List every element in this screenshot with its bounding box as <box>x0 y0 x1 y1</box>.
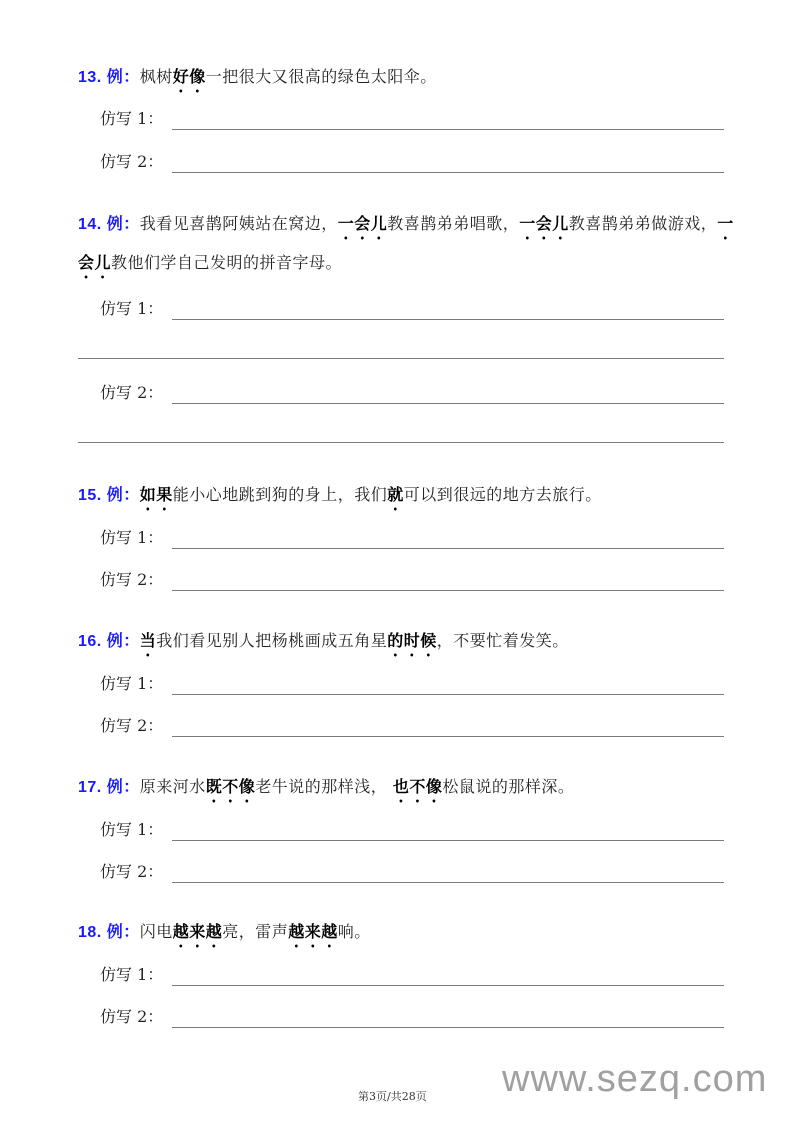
answer-label: 仿写 2： <box>100 862 164 881</box>
answer-label: 仿写 2： <box>100 716 164 735</box>
answer-blank[interactable] <box>172 716 724 737</box>
answer-blank[interactable] <box>172 965 724 986</box>
answer-blank[interactable] <box>172 299 724 320</box>
answer-blank[interactable] <box>172 152 724 173</box>
emphasis-seg: 一会儿 <box>78 214 734 272</box>
question-number: 18. 例： <box>78 924 140 941</box>
question-number: 15. 例： <box>78 487 140 504</box>
question-15 <box>78 478 738 514</box>
emphasis-seg: 一会儿 <box>337 214 388 233</box>
seg: 教喜鹊弟弟做游戏， <box>568 214 718 233</box>
question-17 <box>78 770 738 806</box>
answer-row-18-2 <box>100 1004 724 1028</box>
emphasis-seg: 的时候 <box>387 631 437 650</box>
answer-label: 仿写 2： <box>100 1007 164 1026</box>
seg: 能小心地跳到狗的身上，我们 <box>172 485 388 504</box>
answer-row-15-1 <box>100 525 724 549</box>
seg: 闪电 <box>139 922 173 941</box>
answer-blank[interactable] <box>172 528 724 549</box>
answer-label: 仿写 1： <box>100 965 164 984</box>
answer-blank[interactable] <box>172 674 724 695</box>
emphasis-seg: 一会儿 <box>519 214 569 233</box>
seg: 我们看见别人把杨桃画成五角星 <box>156 631 388 650</box>
emphasis-seg: 如果 <box>139 485 173 504</box>
answer-row-13-1 <box>100 106 724 130</box>
question-13 <box>78 60 738 96</box>
answer-blank[interactable] <box>172 109 724 130</box>
answer-label: 仿写 1： <box>100 674 164 693</box>
answer-row-16-2 <box>100 713 724 737</box>
page-indicator: 第3页/共28页 <box>358 1090 427 1103</box>
answer-label: 仿写 1： <box>100 109 164 128</box>
emphasis-seg: 既不像 <box>205 777 256 796</box>
emphasis-seg: 当 <box>139 631 157 650</box>
answer-label: 仿写 1： <box>100 299 164 318</box>
answer-label: 仿写 2： <box>100 570 164 589</box>
seg: 原来河水 <box>139 777 206 796</box>
seg: ，不要忙着发笑。 <box>436 631 569 650</box>
question-18 <box>78 915 738 951</box>
answer-blank[interactable] <box>172 862 724 883</box>
answer-blank[interactable] <box>172 820 724 841</box>
seg: 我看见喜鹊阿姨站在窝边， <box>139 214 338 233</box>
answer-row-17-1 <box>100 817 724 841</box>
answer-blank[interactable] <box>172 383 724 404</box>
answer-label: 仿写 1： <box>100 528 164 547</box>
question-number: 13. 例： <box>78 69 140 86</box>
seg: 可以到很远的地方去旅行。 <box>403 485 602 504</box>
answer-blank[interactable] <box>172 570 724 591</box>
seg: 老牛说的那样浅， <box>255 777 393 796</box>
answer-row-13-2 <box>100 149 724 173</box>
answer-row-17-2 <box>100 859 724 883</box>
answer-label: 仿写 2： <box>100 383 164 402</box>
emphasis-seg: 也不像 <box>392 777 443 796</box>
answer-blank[interactable] <box>172 1007 724 1028</box>
seg: 一把很大又很高的绿色太阳伞。 <box>205 67 437 86</box>
question-16 <box>78 624 738 660</box>
answer-label: 仿写 2： <box>100 152 164 171</box>
emphasis-seg: 好像 <box>172 67 206 86</box>
answer-row-14-2 <box>100 380 724 404</box>
question-14 <box>78 205 738 282</box>
answer-row-14-1 <box>100 296 724 320</box>
seg: 响。 <box>337 922 371 941</box>
answer-continuation-line[interactable] <box>78 442 724 443</box>
emphasis-seg: 越来越 <box>172 922 223 941</box>
question-number: 17. 例： <box>78 779 140 796</box>
question-number: 16. 例： <box>78 633 140 650</box>
seg: 教喜鹊弟弟唱歌， <box>387 214 520 233</box>
answer-row-16-1 <box>100 671 724 695</box>
emphasis-seg: 就 <box>387 485 404 504</box>
seg: 教他们学自己发明的拼音字母。 <box>111 253 343 272</box>
answer-row-15-2 <box>100 567 724 591</box>
emphasis-seg: 越来越 <box>288 922 338 941</box>
seg: 枫树 <box>139 67 173 86</box>
answer-row-18-1 <box>100 962 724 986</box>
seg: 亮，雷声 <box>222 922 289 941</box>
watermark: www.sezq.com <box>502 1058 768 1100</box>
question-number: 14. 例： <box>78 216 140 233</box>
seg: 松鼠说的那样深。 <box>442 777 575 796</box>
answer-label: 仿写 1： <box>100 820 164 839</box>
answer-continuation-line[interactable] <box>78 358 724 359</box>
